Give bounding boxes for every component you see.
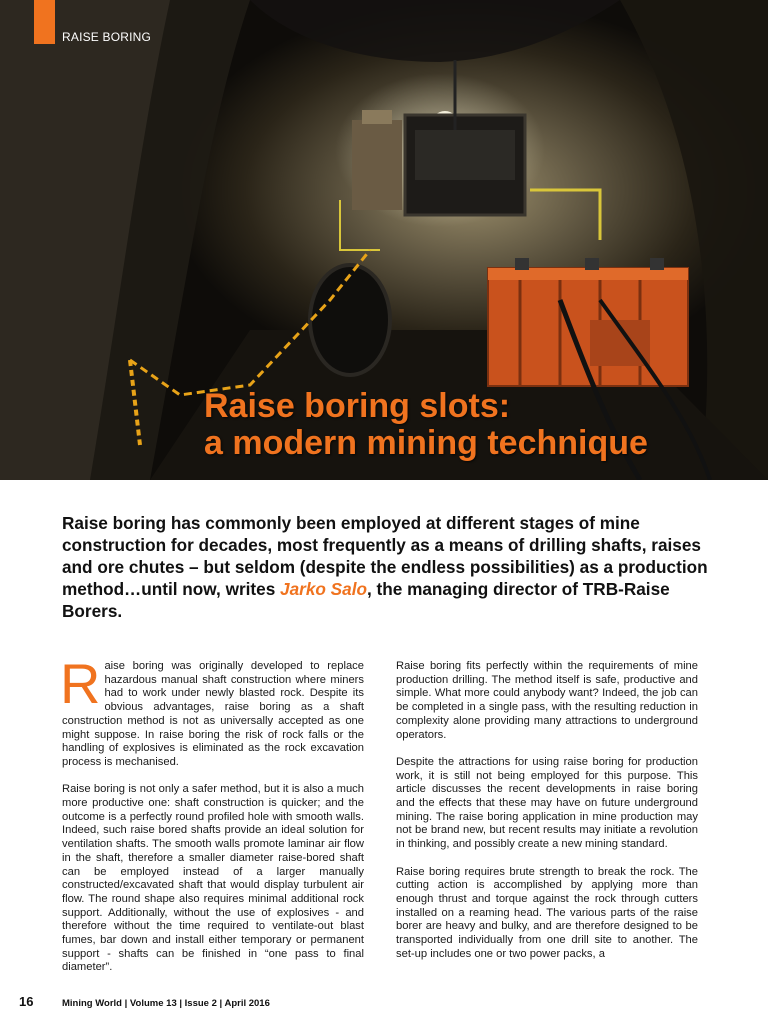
- paragraph: Raise boring requires brute strength to break the rock. The cutting action is accomplished by applying more than enough thrust and torque against the rock through cutters installed on a reaming head. The various parts of the raise borer are heavy and bulky, and are therefore designed to be transported individually from one drill site to another. The set-up includes one or two power packs, a: [396, 865, 698, 960]
- section-tag-bar: [34, 0, 55, 44]
- drop-cap: R: [60, 652, 101, 715]
- standfirst-suffix: , the managing director of TRB-Raise Borers.: [62, 579, 670, 621]
- article-column-left: [60, 652, 364, 989]
- hero-photo: [0, 0, 768, 480]
- standfirst: [62, 512, 712, 622]
- paragraph: [60, 652, 364, 770]
- paragraph: Raise boring fits perfectly within the requirements of mine production drilling. The method itself is safe, productive and simple. What more could anybody want? Indeed, the job can be completed in a single pass, with the resulting reduction in complexity alone providing many attractions to underground operators.: [396, 660, 698, 741]
- author-name: Jarko Salo: [280, 579, 367, 599]
- section-tag: RAISE BORING: [62, 30, 152, 44]
- title-line-1: Raise boring slots:: [204, 387, 511, 425]
- title-line-2: a modern mining technique: [204, 424, 648, 462]
- standfirst-text: Raise boring has commonly been employed at different stages of mine construction for decades, most frequently as a means of drilling shafts, raises and ore chutes – but seldom (despite the endless possibilities) as a production method…until now, writes: [62, 513, 708, 599]
- page-number: 16: [19, 994, 34, 1009]
- paragraph: Despite the attractions for using raise boring for production work, it is still not being employed for this purpose. This article discusses the recent developments in raise boring and the effects that these may have on future underground mining. The raise boring application in mine production may not be brand new, but recent results may initiate a revolution in thinking, and possibly create a new mining standard.: [396, 755, 698, 851]
- paragraph-text: aise boring was originally developed to replace hazardous manual shaft construction where miners had to work under newly blasted rock. Despite its obvious advantages, raise boring as a shaft construction method is not as universally accepted as one might suppose. In raise boring the risk of rock falls or the handling of explosives is eliminated as the rock excavation process is mechanised.: [62, 660, 364, 768]
- publication-info: Mining World | Volume 13 | Issue 2 | April 2016: [62, 998, 270, 1009]
- article-title: [204, 388, 648, 462]
- article-column-right: [396, 660, 698, 975]
- paragraph: Raise boring is not only a safer method, but it is also a much more productive one: shaft construction is quicker; and the outcome is a perfectly round profiled hole with smooth walls. Indeed, such raise bored shafts provide an ideal solution for ventilation shafts. The smooth walls promote laminar air flow in the shaft, therefore a smaller diameter raise-bored shaft can be employed instead of a larger manually constructed/excavated shaft that would display turbulent air flow. The round shape also requires minimal additional rock support. Additionally, without the use of explosives - and therefore without the time required to ventilate-out blast fumes, bar down and install either temporary or permanent support - shafts can be finished in “one pass to final diameter”.: [62, 783, 364, 974]
